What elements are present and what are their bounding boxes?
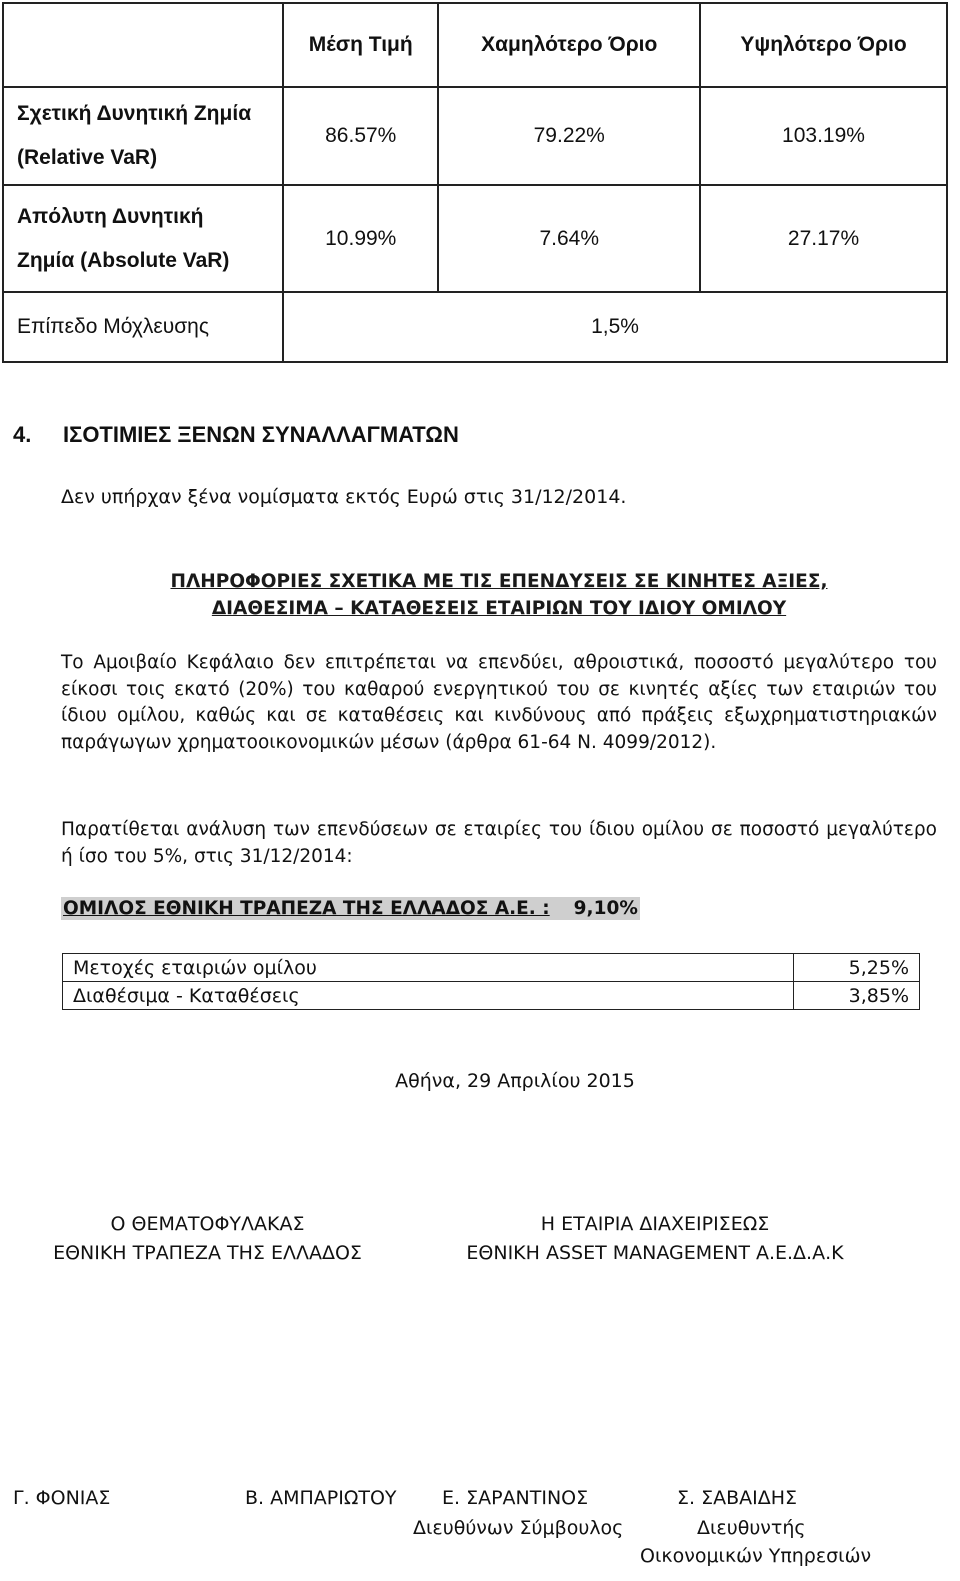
group-total-line: [61, 897, 640, 920]
signatory-title: Διευθύνων Σύμβουλος: [413, 1517, 624, 1539]
table-row: [63, 982, 920, 1010]
group-label: ΟΜΙΛΟΣ ΕΘΝΙΚΗ ΤΡΑΠΕΖΑ ΤΗΣ ΕΛΛΑΔΟΣ Α.Ε. :: [63, 898, 550, 919]
section-title: ΙΣΟΤΙΜΙΕΣ ΞΕΝΩΝ ΣΥΝΑΛΛΑΓΜΑΤΩΝ: [63, 422, 459, 447]
table-corner-cell: [3, 3, 283, 87]
signatory-name: Γ. ΦΟΝΙΑΣ: [13, 1487, 111, 1509]
custodian-title: Ο ΘΕΜΑΤΟΦΥΛΑΚΑΣ: [110, 1213, 305, 1235]
row-label-leverage: Επίπεδο Μόχλευσης: [3, 292, 283, 362]
header-upper-limit: Υψηλότερο Όριο: [700, 3, 947, 87]
relative-var-upper: 103.19%: [700, 87, 947, 185]
section-4-text: Δεν υπήρχαν ξένα νομίσματα εκτός Ευρώ στις 31/12/2014.: [61, 486, 627, 508]
group-value: 9,10%: [573, 898, 638, 919]
signatory-title: Διευθυντής: [697, 1517, 806, 1539]
info-title: ΠΛΗΡΟΦΟΡΙΕΣ ΣΧΕΤΙΚΑ ΜΕ ΤΙΣ ΕΠΕΝΔΥΣΕΙΣ ΣΕ ΚΙΝΗΤΕΣ ΑΞΙΕΣ, ΔΙΑΘΕΣΙΜΑ – ΚΑΤΑΘΕΣΕΙΣ ΕΤΑΙΡΙΩΝ ΤΟΥ ΙΔΙΟΥ ΟΜΙΛΟΥ: [170, 571, 828, 619]
breakdown-value: 3,85%: [794, 982, 920, 1010]
group-breakdown-table: [62, 953, 920, 1010]
signatory-title-2: Οικονομικών Υπηρεσιών: [640, 1545, 872, 1567]
breakdown-label: Διαθέσιμα - Καταθέσεις: [63, 982, 794, 1010]
table-row: [63, 954, 920, 982]
breakdown-value: 5,25%: [794, 954, 920, 982]
table-header-row: [3, 3, 947, 87]
header-lower-limit: Χαμηλότερο Όριο: [438, 3, 700, 87]
absolute-var-lower: 7.64%: [438, 185, 700, 292]
table-row: [3, 87, 947, 185]
custodian-name: ΕΘΝΙΚΗ ΤΡΑΠΕΖΑ ΤΗΣ ΕΛΛΑΔΟΣ: [53, 1242, 362, 1264]
leverage-value: 1,5%: [283, 292, 947, 362]
company-title: Η ΕΤΑΙΡΙΑ ΔΙΑΧΕΙΡΙΣΕΩΣ: [540, 1213, 770, 1235]
relative-var-average: 86.57%: [283, 87, 438, 185]
signatory-name: Β. ΑΜΠΑΡΙΩΤΟΥ: [245, 1487, 397, 1509]
relative-var-lower: 79.22%: [438, 87, 700, 185]
absolute-var-average: 10.99%: [283, 185, 438, 292]
info-paragraph-2: Παρατίθεται ανάλυση των επενδύσεων σε εταιρίες του ίδιου ομίλου σε ποσοστό μεγαλύτερο ή ίσο του 5%, στις 31/12/2014:: [61, 819, 937, 867]
section-number: 4.: [13, 422, 32, 447]
signatory-name: Ε. ΣΑΡΑΝΤΙΝΟΣ: [442, 1487, 589, 1509]
table-row: [3, 292, 947, 362]
section-4-heading: [13, 422, 459, 448]
absolute-var-upper: 27.17%: [700, 185, 947, 292]
place-date: Αθήνα, 29 Απριλίου 2015: [395, 1070, 635, 1092]
table-row: [3, 185, 947, 292]
row-label-relative-var: Σχετική Δυνητική Ζημία (Relative VaR): [3, 87, 283, 185]
signatory-name: Σ. ΣΑΒΑΙΔΗΣ: [677, 1487, 798, 1509]
row-label-absolute-var: Απόλυτη Δυνητική Ζημία (Absolute VaR): [3, 185, 283, 292]
info-paragraph-1: Το Αμοιβαίο Κεφάλαιο δεν επιτρέπεται να επενδύει, αθροιστικά, ποσοστό μεγαλύτερο του είκοσι τοις εκατό (20%) του καθαρού ενεργητικού του σε κινητές αξίες των εταιριών του ίδιου ομίλου, καθώς και σε καταθέσεις και κινδύνους από πράξεις εξωχρηματιστηριακών παράγωγων χρηματοοικονομικών μέσων (άρθρα 61-64 Ν. 4099/2012).: [61, 652, 937, 753]
company-name: ΕΘΝΙΚΗ ASSET MANAGEMENT Α.Ε.Δ.Α.Κ: [466, 1242, 844, 1264]
company-block: [415, 1210, 895, 1268]
breakdown-label: Μετοχές εταιριών ομίλου: [63, 954, 794, 982]
custodian-block: [20, 1210, 395, 1268]
var-table: [2, 2, 948, 363]
header-average: Μέση Τιμή: [283, 3, 438, 87]
